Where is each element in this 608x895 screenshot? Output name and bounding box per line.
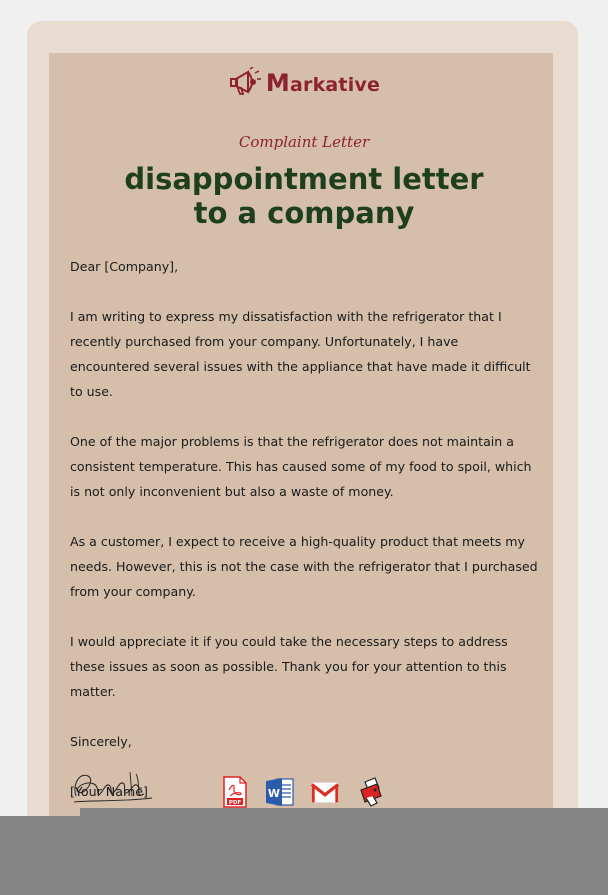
title-line-1: disappointment letter [124, 162, 484, 196]
svg-text:W: W [267, 787, 281, 800]
title-line-2: to a company [193, 196, 415, 230]
letter-kicker: Complaint Letter [238, 133, 370, 151]
paragraph-1: I am writing to express my dissatisfaction with the refrigerator that I recently purchased from your company. Unfortunately, I have encountered several issues with the appliance that have made it difficult to use. [70, 309, 531, 399]
pdf-icon[interactable] [220, 776, 250, 808]
letter-body [70, 254, 540, 829]
letter-title [100, 162, 508, 230]
greeting: Dear [Company], [70, 259, 179, 274]
brand-name: Markative [265, 69, 381, 97]
closing: Sincerely, [70, 734, 132, 749]
gmail-icon[interactable] [310, 776, 340, 808]
paragraph-4: I would appreciate it if you could take the necessary steps to address these issues as soon as possible. Thank you for your attention to this matter. [70, 634, 508, 699]
signature-image [70, 766, 156, 812]
svg-text:PDF: PDF [228, 800, 242, 806]
name-placeholder: [Your Name] [70, 784, 148, 799]
brand-logo[interactable] [0, 67, 608, 99]
word-icon[interactable] [265, 776, 295, 808]
bottom-overlay-bar [0, 816, 608, 895]
print-icon[interactable] [355, 776, 385, 808]
paragraph-3: As a customer, I expect to receive a high-quality product that meets my needs. However, this is not the case with the refrigerator that I purchased from your company. [70, 534, 538, 599]
share-icons [220, 776, 385, 808]
paragraph-2: One of the major problems is that the refrigerator does not maintain a consistent temperature. This has caused some of my food to spoil, which is not only inconvenient but also a waste of money. [70, 434, 532, 499]
megaphone-icon [228, 67, 262, 99]
